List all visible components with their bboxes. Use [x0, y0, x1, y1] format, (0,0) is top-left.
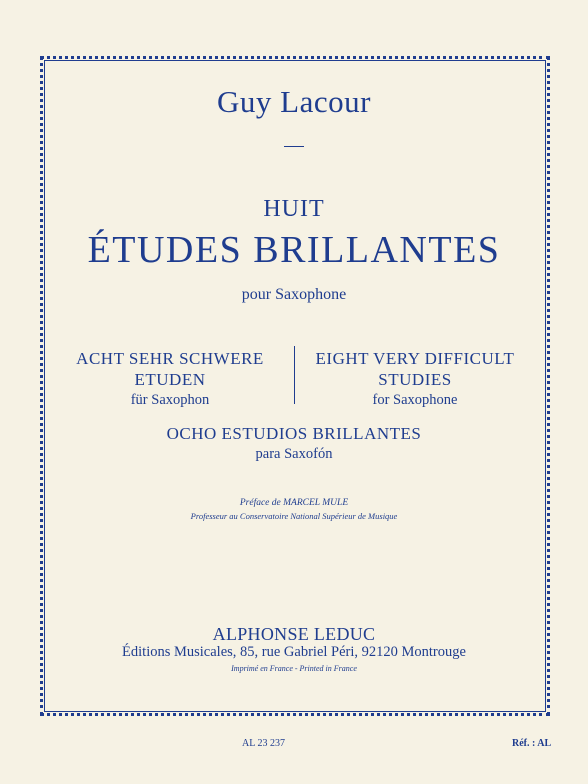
catalog-code: AL 23 237: [242, 738, 285, 749]
composer-name: Guy Lacour: [217, 84, 371, 119]
spanish-instrument: para Saxofón: [255, 446, 333, 462]
separator-dash: [284, 146, 304, 147]
publisher-name: ALPHONSE LEDUC: [212, 624, 376, 644]
title-top: HUIT: [263, 196, 325, 222]
preface-affiliation: Professeur au Conservatoire National Supérieur de Musique: [190, 511, 398, 521]
spanish-title: OCHO ESTUDIOS BRILLANTES: [166, 424, 422, 443]
german-title-line2: ETUDEN: [134, 370, 206, 389]
english-instrument: for Saxophone: [372, 392, 458, 408]
german-title-block: [50, 348, 290, 410]
preface-credit: Préface de MARCEL MULE: [239, 498, 349, 508]
instrument-french: pour Saxophone: [241, 286, 347, 303]
english-title-block: [295, 348, 535, 410]
german-instrument: für Saxophon: [130, 392, 210, 408]
publisher-address: Éditions Musicales, 85, rue Gabriel Péri, 92120 Montrouge: [122, 644, 466, 660]
german-title-line1: ACHT SEHR SCHWERE: [76, 349, 264, 368]
imprint-note: Imprimé en France - Printed in France: [231, 664, 357, 673]
main-title: ÉTUDES BRILLANTES: [87, 229, 501, 271]
english-title-line1: EIGHT VERY DIFFICULT: [315, 349, 515, 368]
english-title-line2: STUDIES: [378, 370, 452, 389]
reference-code: Réf. : AL: [512, 738, 552, 749]
